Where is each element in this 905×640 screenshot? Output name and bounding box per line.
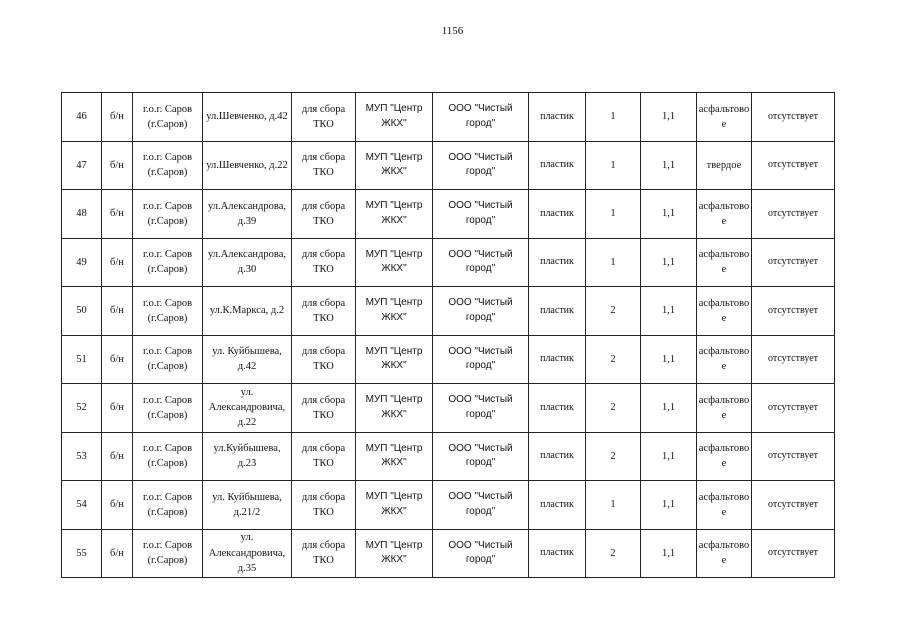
container-id-cell: б/н bbox=[102, 141, 133, 190]
table-row bbox=[62, 481, 835, 530]
locality-cell: г.о.г. Саров (г.Саров) bbox=[133, 93, 203, 142]
owner-cell: МУП "Центр ЖКХ" bbox=[356, 287, 433, 336]
surface-type-cell: асфальтовое bbox=[697, 529, 752, 578]
container-count-cell: 1 bbox=[586, 93, 641, 142]
address-cell: ул. Куйбышева, д.42 bbox=[203, 335, 292, 384]
purpose-cell: для сбора ТКО bbox=[292, 287, 356, 336]
table-row bbox=[62, 335, 835, 384]
owner-cell: МУП "Центр ЖКХ" bbox=[356, 141, 433, 190]
locality-cell: г.о.г. Саров (г.Саров) bbox=[133, 141, 203, 190]
container-count-cell: 1 bbox=[586, 238, 641, 287]
address-cell: ул.Шевченко, д.42 bbox=[203, 93, 292, 142]
container-count-cell: 2 bbox=[586, 335, 641, 384]
container-volume-cell: 1,1 bbox=[641, 190, 697, 239]
enclosure-cell: отсутствует bbox=[752, 529, 835, 578]
operator-cell: ООО "Чистый город" bbox=[433, 529, 529, 578]
container-count-cell: 1 bbox=[586, 481, 641, 530]
locality-cell: г.о.г. Саров (г.Саров) bbox=[133, 529, 203, 578]
address-cell: ул.Александрова, д.30 bbox=[203, 238, 292, 287]
row-number-cell: 48 bbox=[62, 190, 102, 239]
container-count-cell: 2 bbox=[586, 432, 641, 481]
address-cell: ул.Куйбышева, д.23 bbox=[203, 432, 292, 481]
surface-type-cell: асфальтовое bbox=[697, 190, 752, 239]
surface-type-cell: асфальтовое bbox=[697, 335, 752, 384]
container-id-cell: б/н bbox=[102, 481, 133, 530]
container-count-cell: 2 bbox=[586, 287, 641, 336]
container-id-cell: б/н bbox=[102, 335, 133, 384]
table-row bbox=[62, 287, 835, 336]
enclosure-cell: отсутствует bbox=[752, 481, 835, 530]
purpose-cell: для сбора ТКО bbox=[292, 384, 356, 433]
row-number-cell: 54 bbox=[62, 481, 102, 530]
owner-cell: МУП "Центр ЖКХ" bbox=[356, 335, 433, 384]
enclosure-cell: отсутствует bbox=[752, 384, 835, 433]
container-id-cell: б/н bbox=[102, 190, 133, 239]
operator-cell: ООО "Чистый город" bbox=[433, 287, 529, 336]
locality-cell: г.о.г. Саров (г.Саров) bbox=[133, 481, 203, 530]
address-cell: ул.Александрова, д.39 bbox=[203, 190, 292, 239]
address-cell: ул. Александровича, д.22 bbox=[203, 384, 292, 433]
page-number: 1156 bbox=[441, 25, 464, 37]
enclosure-cell: отсутствует bbox=[752, 287, 835, 336]
purpose-cell: для сбора ТКО bbox=[292, 481, 356, 530]
purpose-cell: для сбора ТКО bbox=[292, 335, 356, 384]
container-volume-cell: 1,1 bbox=[641, 287, 697, 336]
table-row bbox=[62, 432, 835, 481]
operator-cell: ООО "Чистый город" bbox=[433, 93, 529, 142]
locality-cell: г.о.г. Саров (г.Саров) bbox=[133, 190, 203, 239]
surface-type-cell: асфальтовое bbox=[697, 287, 752, 336]
material-cell: пластик bbox=[529, 432, 586, 481]
owner-cell: МУП "Центр ЖКХ" bbox=[356, 384, 433, 433]
container-id-cell: б/н bbox=[102, 432, 133, 481]
row-number-cell: 55 bbox=[62, 529, 102, 578]
owner-cell: МУП "Центр ЖКХ" bbox=[356, 238, 433, 287]
operator-cell: ООО "Чистый город" bbox=[433, 335, 529, 384]
container-id-cell: б/н bbox=[102, 529, 133, 578]
container-volume-cell: 1,1 bbox=[641, 238, 697, 287]
address-cell: ул. Куйбышева, д.21/2 bbox=[203, 481, 292, 530]
purpose-cell: для сбора ТКО bbox=[292, 529, 356, 578]
owner-cell: МУП "Центр ЖКХ" bbox=[356, 481, 433, 530]
container-count-cell: 2 bbox=[586, 529, 641, 578]
row-number-cell: 49 bbox=[62, 238, 102, 287]
surface-type-cell: асфальтовое bbox=[697, 481, 752, 530]
purpose-cell: для сбора ТКО bbox=[292, 141, 356, 190]
locality-cell: г.о.г. Саров (г.Саров) bbox=[133, 238, 203, 287]
purpose-cell: для сбора ТКО bbox=[292, 238, 356, 287]
container-id-cell: б/н bbox=[102, 93, 133, 142]
locality-cell: г.о.г. Саров (г.Саров) bbox=[133, 287, 203, 336]
table-row bbox=[62, 141, 835, 190]
table-row bbox=[62, 529, 835, 578]
purpose-cell: для сбора ТКО bbox=[292, 93, 356, 142]
row-number-cell: 46 bbox=[62, 93, 102, 142]
material-cell: пластик bbox=[529, 190, 586, 239]
table-row bbox=[62, 93, 835, 142]
material-cell: пластик bbox=[529, 335, 586, 384]
enclosure-cell: отсутствует bbox=[752, 335, 835, 384]
container-count-cell: 1 bbox=[586, 141, 641, 190]
material-cell: пластик bbox=[529, 238, 586, 287]
container-volume-cell: 1,1 bbox=[641, 335, 697, 384]
operator-cell: ООО "Чистый город" bbox=[433, 481, 529, 530]
row-number-cell: 52 bbox=[62, 384, 102, 433]
container-volume-cell: 1,1 bbox=[641, 384, 697, 433]
container-id-cell: б/н bbox=[102, 238, 133, 287]
table-row bbox=[62, 384, 835, 433]
container-id-cell: б/н bbox=[102, 384, 133, 433]
owner-cell: МУП "Центр ЖКХ" bbox=[356, 190, 433, 239]
locality-cell: г.о.г. Саров (г.Саров) bbox=[133, 432, 203, 481]
material-cell: пластик bbox=[529, 529, 586, 578]
material-cell: пластик bbox=[529, 93, 586, 142]
surface-type-cell: асфальтовое bbox=[697, 93, 752, 142]
operator-cell: ООО "Чистый город" bbox=[433, 141, 529, 190]
surface-type-cell: асфальтовое bbox=[697, 432, 752, 481]
row-number-cell: 51 bbox=[62, 335, 102, 384]
operator-cell: ООО "Чистый город" bbox=[433, 384, 529, 433]
container-site-table bbox=[61, 92, 835, 578]
surface-type-cell: асфальтовое bbox=[697, 238, 752, 287]
material-cell: пластик bbox=[529, 287, 586, 336]
operator-cell: ООО "Чистый город" bbox=[433, 190, 529, 239]
material-cell: пластик bbox=[529, 141, 586, 190]
material-cell: пластик bbox=[529, 481, 586, 530]
locality-cell: г.о.г. Саров (г.Саров) bbox=[133, 335, 203, 384]
locality-cell: г.о.г. Саров (г.Саров) bbox=[133, 384, 203, 433]
container-count-cell: 2 bbox=[586, 384, 641, 433]
container-volume-cell: 1,1 bbox=[641, 529, 697, 578]
purpose-cell: для сбора ТКО bbox=[292, 432, 356, 481]
table-row bbox=[62, 238, 835, 287]
enclosure-cell: отсутствует bbox=[752, 432, 835, 481]
surface-type-cell: твердое bbox=[697, 141, 752, 190]
owner-cell: МУП "Центр ЖКХ" bbox=[356, 432, 433, 481]
row-number-cell: 47 bbox=[62, 141, 102, 190]
container-count-cell: 1 bbox=[586, 190, 641, 239]
purpose-cell: для сбора ТКО bbox=[292, 190, 356, 239]
table-row bbox=[62, 190, 835, 239]
address-cell: ул.К.Маркса, д.2 bbox=[203, 287, 292, 336]
container-volume-cell: 1,1 bbox=[641, 93, 697, 142]
table-body bbox=[62, 93, 835, 578]
owner-cell: МУП "Центр ЖКХ" bbox=[356, 93, 433, 142]
enclosure-cell: отсутствует bbox=[752, 93, 835, 142]
operator-cell: ООО "Чистый город" bbox=[433, 432, 529, 481]
row-number-cell: 50 bbox=[62, 287, 102, 336]
container-id-cell: б/н bbox=[102, 287, 133, 336]
address-cell: ул.Шевченко, д.22 bbox=[203, 141, 292, 190]
address-cell: ул. Александровича, д.35 bbox=[203, 529, 292, 578]
enclosure-cell: отсутствует bbox=[752, 190, 835, 239]
material-cell: пластик bbox=[529, 384, 586, 433]
owner-cell: МУП "Центр ЖКХ" bbox=[356, 529, 433, 578]
container-volume-cell: 1,1 bbox=[641, 481, 697, 530]
row-number-cell: 53 bbox=[62, 432, 102, 481]
surface-type-cell: асфальтовое bbox=[697, 384, 752, 433]
container-volume-cell: 1,1 bbox=[641, 141, 697, 190]
operator-cell: ООО "Чистый город" bbox=[433, 238, 529, 287]
enclosure-cell: отсутствует bbox=[752, 238, 835, 287]
enclosure-cell: отсутствует bbox=[752, 141, 835, 190]
container-volume-cell: 1,1 bbox=[641, 432, 697, 481]
